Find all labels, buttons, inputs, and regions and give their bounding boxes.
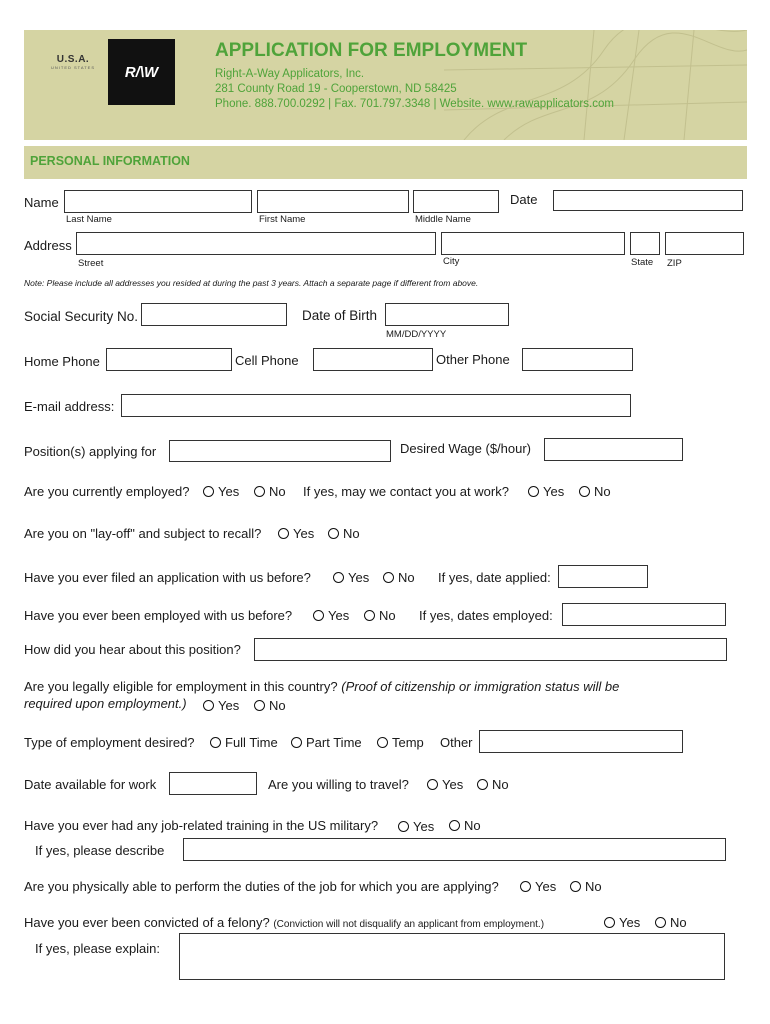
radio-circle-icon [210, 737, 221, 748]
address-label: Address [24, 238, 72, 253]
wage-field[interactable] [544, 438, 683, 461]
physical-yes-radio[interactable]: Yes [520, 879, 556, 895]
contact-at-work-question: If yes, may we contact you at work? [303, 484, 509, 499]
radio-circle-icon [278, 528, 289, 539]
other-phone-label: Other Phone [436, 352, 510, 367]
layoff-yes-radio[interactable]: Yes [278, 526, 314, 542]
felony-no-radio[interactable]: No [655, 915, 687, 931]
radio-circle-icon [313, 610, 324, 621]
felony-yes-radio[interactable]: Yes [604, 915, 640, 931]
other-type-label: Other [440, 735, 473, 750]
legal-no-radio[interactable]: No [254, 698, 286, 714]
other-phone-field[interactable] [522, 348, 633, 371]
full-time-radio[interactable]: Full Time [210, 735, 278, 751]
city-hint: City [443, 256, 460, 267]
date-applied-field[interactable] [558, 565, 648, 588]
military-question: Have you ever had any job-related training in the US military? [24, 818, 379, 833]
usa-badge: U.S.A. UNITED STATES [51, 54, 95, 70]
radio-circle-icon [328, 528, 339, 539]
employed-question: Are you currently employed? [24, 484, 190, 499]
employed-no-radio[interactable]: No [254, 484, 286, 500]
military-describe-field[interactable] [183, 838, 726, 861]
hear-question: How did you hear about this position? [24, 642, 241, 657]
physical-question: Are you physically able to perform the duties of the job for which you are applying? [24, 879, 499, 894]
form-title: APPLICATION FOR EMPLOYMENT [215, 40, 528, 61]
legal-yes-radio[interactable]: Yes [203, 698, 239, 714]
radio-circle-icon [579, 486, 590, 497]
part-time-radio[interactable]: Part Time [291, 735, 362, 751]
contact-work-no-radio[interactable]: No [579, 484, 611, 500]
zip-hint: ZIP [667, 258, 682, 269]
state-hint: State [631, 257, 654, 268]
travel-no-radio[interactable]: No [477, 777, 509, 793]
date-field[interactable] [553, 190, 743, 211]
contact-work-yes-radio[interactable]: Yes [528, 484, 564, 500]
radio-circle-icon [254, 486, 265, 497]
applied-no-radio[interactable]: No [383, 570, 415, 586]
dob-hint: MM/DD/YYYY [386, 329, 447, 340]
company-address: 281 County Road 19 - Cooperstown, ND 58425 [215, 83, 457, 95]
radio-circle-icon [449, 820, 460, 831]
radio-circle-icon [254, 700, 265, 711]
temp-radio[interactable]: Temp [377, 735, 424, 751]
radio-circle-icon [398, 821, 409, 832]
radio-circle-icon [477, 779, 488, 790]
layoff-question: Are you on "lay-off" and subject to recall? [24, 526, 262, 541]
radio-circle-icon [364, 610, 375, 621]
street-field[interactable] [76, 232, 436, 255]
email-label: E-mail address: [24, 399, 115, 414]
position-field[interactable] [169, 440, 391, 462]
radio-circle-icon [655, 917, 666, 928]
first-name-hint: First Name [259, 214, 306, 225]
radio-circle-icon [427, 779, 438, 790]
company-contact: Phone. 888.700.0292 | Fax. 701.797.3348 | Website. www.rawapplicators.com [215, 98, 614, 110]
radio-circle-icon [520, 881, 531, 892]
city-field[interactable] [441, 232, 625, 255]
legal-question-cont: required upon employment.) [24, 696, 187, 711]
hear-field[interactable] [254, 638, 727, 661]
home-phone-label: Home Phone [24, 354, 100, 369]
last-name-hint: Last Name [66, 214, 112, 225]
layoff-no-radio[interactable]: No [328, 526, 360, 542]
date-applied-label: If yes, date applied: [438, 570, 551, 585]
company-logo: R/\W [108, 39, 175, 105]
worked-no-radio[interactable]: No [364, 608, 396, 624]
middle-name-hint: Middle Name [415, 214, 471, 225]
travel-yes-radio[interactable]: Yes [427, 777, 463, 793]
state-field[interactable] [630, 232, 660, 255]
email-field[interactable] [121, 394, 631, 417]
date-label: Date [510, 192, 538, 207]
military-yes-radio[interactable]: Yes [398, 819, 434, 835]
radio-circle-icon [570, 881, 581, 892]
dob-field[interactable] [385, 303, 509, 326]
radio-circle-icon [377, 737, 388, 748]
radio-circle-icon [333, 572, 344, 583]
radio-circle-icon [528, 486, 539, 497]
dates-employed-field[interactable] [562, 603, 726, 626]
military-describe-label: If yes, please describe [35, 843, 165, 858]
employment-type-question: Type of employment desired? [24, 735, 195, 750]
position-label: Position(s) applying for [24, 444, 157, 459]
worked-yes-radio[interactable]: Yes [313, 608, 349, 624]
last-name-field[interactable] [64, 190, 252, 213]
section-title: PERSONAL INFORMATION [30, 154, 190, 168]
date-available-field[interactable] [169, 772, 257, 795]
applied-yes-radio[interactable]: Yes [333, 570, 369, 586]
felony-explain-field[interactable] [179, 933, 725, 980]
ssn-field[interactable] [141, 303, 287, 326]
ssn-label: Social Security No. [24, 309, 139, 324]
address-note: Note: Please include all addresses you resided at during the past 3 years. Attach a separate page if different from above. [24, 278, 479, 288]
applied-before-question: Have you ever filed an application with us before? [24, 570, 311, 585]
section-header [24, 146, 747, 179]
street-hint: Street [78, 258, 104, 269]
radio-circle-icon [383, 572, 394, 583]
radio-circle-icon [291, 737, 302, 748]
radio-circle-icon [604, 917, 615, 928]
legal-question: Are you legally eligible for employment in this country? (Proof of citizenship or immigration status will be [24, 679, 620, 694]
cell-phone-field[interactable] [313, 348, 433, 371]
employed-yes-radio[interactable]: Yes [203, 484, 239, 500]
wage-label: Desired Wage ($/hour) [400, 441, 532, 456]
employed-before-question: Have you ever been employed with us before? [24, 608, 293, 623]
first-name-field[interactable] [257, 190, 409, 213]
dates-employed-label: If yes, dates employed: [419, 608, 553, 623]
date-available-label: Date available for work [24, 777, 157, 792]
zip-field[interactable] [665, 232, 744, 255]
home-phone-field[interactable] [106, 348, 232, 371]
cell-phone-label: Cell Phone [235, 353, 299, 368]
middle-name-field[interactable] [413, 190, 499, 213]
felony-explain-label: If yes, please explain: [35, 941, 161, 956]
radio-circle-icon [203, 700, 214, 711]
physical-no-radio[interactable]: No [570, 879, 602, 895]
company-name: Right-A-Way Applicators, Inc. [215, 68, 365, 80]
name-label: Name [24, 195, 59, 210]
radio-circle-icon [203, 486, 214, 497]
dob-label: Date of Birth [302, 308, 378, 323]
felony-question: Have you ever been convicted of a felony? (Conviction will not disqualify an applicant from employment.) [24, 915, 545, 930]
military-no-radio[interactable]: No [449, 818, 481, 834]
other-type-field[interactable] [479, 730, 683, 753]
letterhead [24, 30, 747, 140]
travel-question: Are you willing to travel? [268, 777, 409, 792]
